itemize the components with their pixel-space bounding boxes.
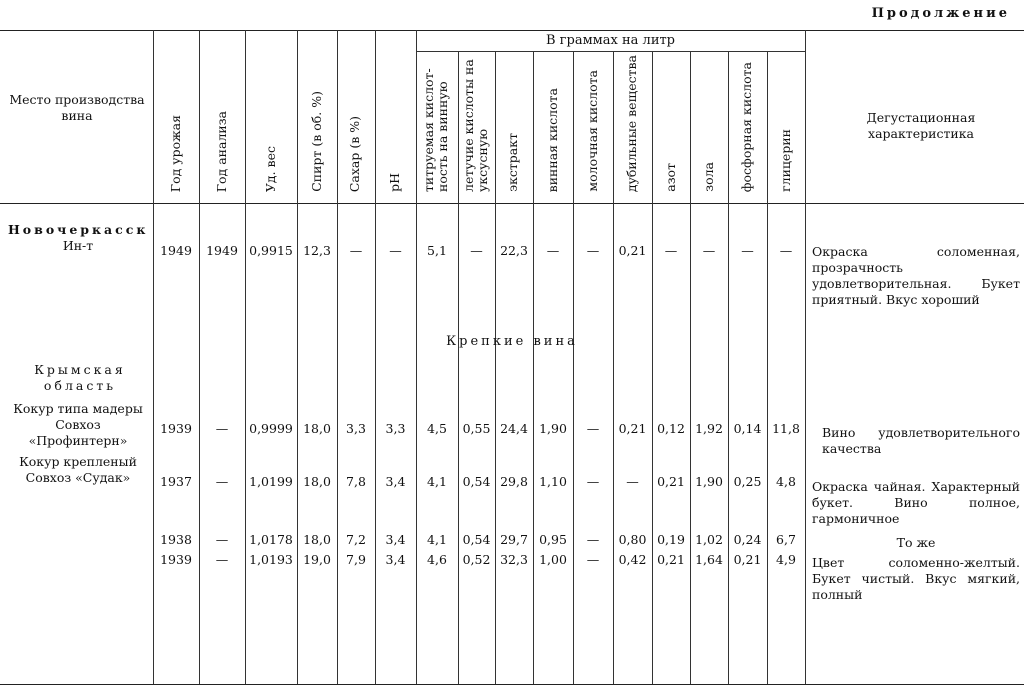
tasting-note: Окраска соломенная, прозрачность удовлетворительная. Букет приятный. Вкус хороший	[812, 244, 1020, 307]
table-cell: 1,00	[539, 552, 567, 567]
table-cell: 0,14	[733, 421, 762, 436]
col-divider	[458, 51, 459, 684]
table-cell: —	[215, 421, 229, 436]
table-cell: 0,12	[657, 421, 685, 436]
table-cell: 6,7	[776, 532, 796, 547]
table-cell: —	[349, 243, 363, 258]
header-place: Место производства вина	[9, 92, 145, 123]
table-cell: —	[664, 243, 678, 258]
col-divider	[805, 30, 806, 684]
table-cell: 0,19	[657, 532, 685, 547]
table-cell: 4,8	[776, 474, 796, 489]
col-divider	[613, 51, 614, 684]
table-cell: 19,0	[303, 552, 331, 567]
table-cell: 24,4	[500, 421, 528, 436]
wine-farm: Совхоз «Профинтерн»	[28, 417, 128, 448]
table-bottom-rule	[0, 684, 1024, 685]
table-cell: 1,10	[539, 474, 567, 489]
header-phosphoric: фосфорная кислота	[739, 61, 754, 192]
header-alcohol: Спирт (в об. %)	[309, 91, 324, 192]
table-cell: —	[389, 243, 402, 258]
col-divider	[690, 51, 691, 684]
header-ph: pH	[387, 173, 402, 192]
col-divider	[297, 30, 298, 684]
table-cell: 1949	[206, 243, 238, 258]
table-cell: 22,3	[500, 243, 528, 258]
table-cell: 7,2	[346, 532, 366, 547]
col-divider	[573, 51, 574, 684]
table-cell: 3,3	[346, 421, 366, 436]
col-divider	[337, 30, 338, 684]
table-cell: 1939	[160, 421, 192, 436]
table-cell: 1,0178	[249, 532, 293, 547]
table-cell: —	[586, 421, 600, 436]
table-cell: 1,0199	[249, 474, 293, 489]
header-density: Уд. вес	[263, 145, 278, 192]
table-cell: 5,1	[427, 243, 447, 258]
col-divider	[533, 51, 534, 684]
col-divider	[767, 51, 768, 684]
table-cell: 0,95	[539, 532, 567, 547]
col-divider	[416, 30, 417, 684]
tasting-note: Окраска чайная. Характерный букет. Вино полное, гармоничное	[812, 479, 1020, 526]
table-cell: 3,4	[385, 532, 406, 547]
table-cell: 1,90	[695, 474, 723, 489]
table-cell: 29,7	[500, 532, 528, 547]
place-name: Новочеркасск	[8, 222, 149, 237]
header-tannins: дубильные вещества	[624, 54, 639, 192]
table-cell: 1938	[160, 532, 192, 547]
header-volatile: летучие кислоты на уксусную	[461, 59, 490, 192]
header-extract: экстракт	[505, 133, 520, 192]
header-acidity: титруемая кислот-ность на винную	[421, 68, 450, 192]
header-analysis-year: Год анализа	[214, 110, 229, 192]
header-glycerin: глицерин	[778, 129, 793, 192]
table-cell: —	[586, 532, 600, 547]
table-cell: —	[741, 243, 754, 258]
table-cell: —	[215, 552, 229, 567]
header-tartaric: винная кислота	[545, 87, 560, 192]
table-cell: 0,55	[462, 421, 491, 436]
header-tasting: Дегустационная характеристика	[866, 110, 976, 141]
table-cell: 18,0	[303, 532, 331, 547]
table-cell: 29,8	[500, 474, 528, 489]
table-cell: 18,0	[303, 474, 331, 489]
tasting-note: Цвет соломенно-желтый. Букет чистый. Вкус мягкий, полный	[812, 555, 1020, 602]
table-cell: 32,3	[500, 552, 528, 567]
wine-farm: Совхоз «Судак»	[25, 470, 131, 485]
col-divider	[652, 51, 653, 684]
table-cell: 0,80	[618, 532, 647, 547]
table-cell: —	[779, 243, 793, 258]
table-cell: 0,21	[657, 552, 685, 567]
wine-name: Кокур типа мадеры	[13, 401, 143, 416]
table-cell: —	[215, 474, 229, 489]
table-cell: —	[215, 532, 229, 547]
table-cell: 1,0193	[249, 552, 293, 567]
tasting-note: Вино удовлетворительного качества	[822, 425, 1020, 456]
col-divider	[728, 51, 729, 684]
header-harvest-year: Год урожая	[168, 114, 183, 192]
table-cell: 0,21	[733, 552, 762, 567]
table-cell: 12,3	[303, 243, 331, 258]
tasting-note: То же	[896, 535, 936, 550]
header-group: В граммах на литр	[546, 33, 675, 48]
table-cell: —	[470, 243, 483, 258]
wine-name: Кокур крепленый	[19, 454, 137, 469]
table-cell: 4,9	[776, 552, 796, 567]
table-cell: 18,0	[303, 421, 331, 436]
table-cell: 0,54	[462, 532, 491, 547]
col-divider	[495, 51, 496, 684]
table-cell: —	[702, 243, 716, 258]
table-cell: —	[626, 474, 639, 489]
table-cell: 1,02	[695, 532, 723, 547]
table-cell: 1949	[160, 243, 192, 258]
header-sugar: Сахар (в %)	[347, 115, 362, 192]
header-lactic: молочная кислота	[585, 70, 600, 192]
header-ash: зола	[701, 162, 716, 192]
table-cell: 0,42	[618, 552, 647, 567]
table-cell: 0,9915	[249, 243, 293, 258]
table-cell: 11,8	[772, 421, 800, 436]
table-cell: —	[586, 243, 600, 258]
table-cell: 3,4	[385, 552, 406, 567]
table-cell: 3,4	[385, 474, 406, 489]
col-divider	[245, 30, 246, 684]
table-cell: —	[586, 474, 600, 489]
region-name: Крымская область	[34, 362, 126, 393]
table-cell: —	[586, 552, 600, 567]
table-cell: 4,6	[427, 552, 447, 567]
table-cell: 4,1	[427, 532, 447, 547]
table-cell: —	[546, 243, 560, 258]
table-cell: 1937	[160, 474, 192, 489]
table-cell: 1,64	[695, 552, 723, 567]
table-cell: 0,25	[733, 474, 762, 489]
col-divider	[375, 30, 376, 684]
table-cell: 0,54	[462, 474, 491, 489]
section-title: Крепкие вина	[446, 334, 578, 349]
table-cell: 7,8	[346, 474, 366, 489]
table-cell: 0,21	[618, 243, 647, 258]
table-cell: 0,52	[462, 552, 491, 567]
table-cell: 0,24	[733, 532, 762, 547]
table-cell: 0,21	[618, 421, 647, 436]
col-divider	[153, 30, 154, 684]
table-cell: 1939	[160, 552, 192, 567]
continuation-label: Продолжение	[871, 6, 1010, 21]
table-cell: 0,21	[657, 474, 685, 489]
col-divider	[199, 30, 200, 684]
table-cell: 4,1	[427, 474, 447, 489]
table-cell: 7,9	[346, 552, 366, 567]
table-cell: 4,5	[427, 421, 447, 436]
table-cell: 1,90	[539, 421, 567, 436]
place-sub: Ин-т	[62, 238, 94, 253]
table-cell: 0,9999	[249, 421, 293, 436]
table-cell: 3,3	[385, 421, 406, 436]
header-nitrogen: азот	[663, 163, 678, 192]
table-cell: 1,92	[695, 421, 723, 436]
